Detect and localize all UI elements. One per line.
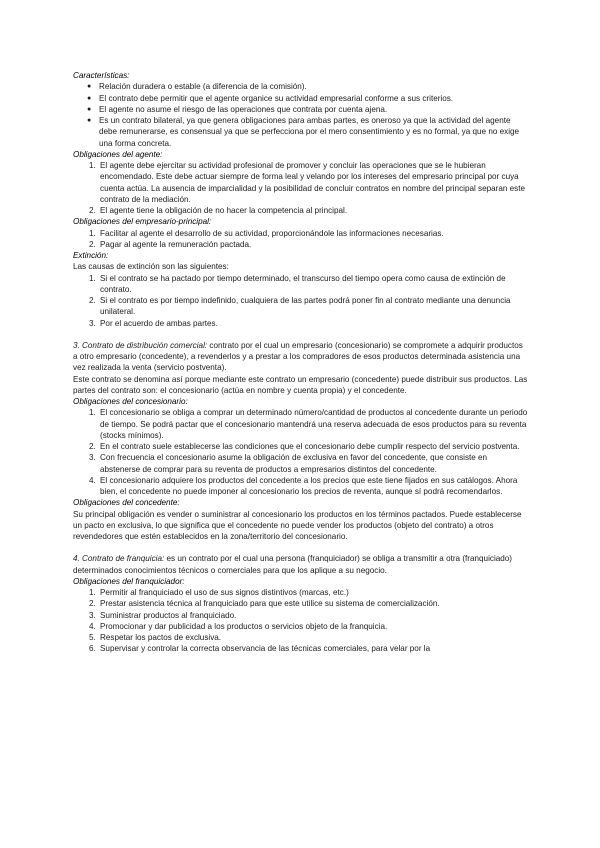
list-item: 3. Suministrar productos al franquiciado.	[89, 610, 237, 620]
franquicia-paragraph	[73, 553, 529, 576]
heading-caracteristicas: Características:	[73, 71, 130, 80]
concedente-paragraph: Su principal obligación es vender o suministrar al concesionario los productos en los términos pactados. Puede establecerse un pacto en exclusiva, lo que significa que el concedente no puede vender los productos (objeto del contrato) a otros revendedores que estén establecidos en la zona/territorio del concesionario.	[73, 509, 522, 541]
heading-obligaciones-concesionario: Obligaciones del concesionario:	[73, 397, 188, 406]
heading-obligaciones-concedente: Obligaciones del concedente:	[73, 498, 180, 508]
heading-extincion: Extinción:	[73, 251, 109, 260]
heading-obligaciones-franquiciador: Obligaciones del franquiciador:	[73, 576, 185, 586]
list-obligaciones-empresario	[73, 228, 529, 251]
list-obligaciones-agente	[73, 160, 529, 216]
list-item: ● El contrato debe permitir que el agente organice su actividad empresarial conforme a sus criterios.	[87, 93, 529, 104]
list-obligaciones-franquiciador	[73, 587, 529, 655]
list-item: 3. Por el acuerdo de ambas partes.	[89, 318, 218, 328]
list-item: 5. Respetar los pactos de exclusiva.	[89, 633, 222, 642]
heading-obligaciones-empresario: Obligaciones del empresario-principal:	[73, 217, 212, 227]
list-item: 4. Promocionar y dar publicidad a los productos o servicios objeto de la franquicia.	[89, 621, 388, 631]
list-obligaciones-concesionario	[73, 407, 529, 497]
list-item: ● Es un contrato bilateral, ya que genera obligaciones para ambas partes, es oneroso ya que la actividad del agente debe remunerarse, es consensual ya que se perfecciona por el mero consentimiento y es no formal, ya que no exige una forma concreta.	[87, 115, 529, 149]
distribucion-text: contrato por el cual un empresario (concesionario) se compromete a adquirir productos a otro empresario (concedente), a revenderlos y a prestar a los compradores de esos productos determinada asistencia una vez realizada la venta (servicio postventa).	[73, 340, 523, 373]
list-extincion	[73, 273, 529, 329]
document-body	[73, 70, 529, 655]
list-item: 2. El agente tiene la obligación de no hacer la competencia al principal.	[89, 206, 348, 215]
list-item: 2. Si el contrato es por tiempo indefinido, cualquiera de las partes podrá poner fin al contrato mediante una denuncia unilateral.	[89, 296, 511, 317]
distribucion-paragraph	[73, 340, 529, 374]
distribucion-title: 3. Contrato de distribución comercial:	[73, 340, 208, 350]
list-item: ● Relación duradera o estable (a diferencia de la comisión).	[87, 81, 529, 92]
list-item: 1. Permitir al franquiciado el uso de sus signos distintivos (marcas, etc.)	[89, 588, 349, 597]
distribucion-paragraph-2: Este contrato se denomina así porque mediante este contrato un empresario (concedente) puede distribuir sus productos. Las partes del contrato son: el concesionario (actúa en nombre y cuenta propia) y el concedente.	[73, 374, 528, 395]
list-item: 2. Prestar asistencia técnica al franquiciado para que este utilice su sistema de comercialización.	[89, 599, 440, 609]
list-item: 6. Supervisar y controlar la correcta observancia de las técnicas comerciales, para velar por la	[89, 644, 431, 654]
list-item: 1. Si el contrato se ha pactado por tiempo determinado, el transcurso del tiempo opera como causa de extinción de contrato.	[89, 273, 506, 294]
heading-obligaciones-agente: Obligaciones del agente:	[73, 149, 163, 159]
franquicia-text: es un contrato por el cual una persona (franquiciador) se obliga a transmitir a otra (franquiciado) determinados conocimientos técnicos o comerciales para que los aplique a su negocio.	[73, 554, 513, 575]
list-item: 2. Pagar al agente la remuneración pactada.	[89, 239, 252, 249]
list-item: 3. Con frecuencia el concesionario asume la obligación de exclusiva en favor del concedente, que consiste en abstenerse de comprar para su reventa de productos a empresarios distintos del concedente.	[89, 453, 488, 474]
list-item: 1. El concesionario se obliga a comprar un determinado número/cantidad de productos al concedente durante un periodo de tiempo. Se podrá pactar que el concesionario mantendrá una reserva adecuada de esos productos para su reventa (stocks mínimos).	[89, 408, 528, 440]
list-caracteristicas	[73, 81, 529, 149]
list-item: 2. En el contrato suele establecerse las condiciones que el concesionario debe cumplir respecto del servicio postventa.	[89, 442, 520, 451]
extincion-intro: Las causas de extinción son las siguientes:	[73, 262, 229, 272]
list-item: ● El agente no asume el riesgo de las operaciones que contrata por cuenta ajena.	[87, 104, 529, 115]
franquicia-title: 4. Contrato de franquicia:	[73, 554, 165, 564]
list-item: 1. Facilitar al agente el desarrollo de su actividad, proporcionándole las informaciones necesarias.	[89, 228, 444, 238]
list-item: 1. El agente debe ejercitar su actividad profesional de promover y concluir las operaciones que se le hubieran encomendado. Este debe actuar siempre de forma leal y velando por los intereses del empresario principal por cuya cuenta actúa. La ausencia de imparcialidad y la posibilidad de concluir contratos en nombre del principal separan este contrato de la mediación.	[89, 161, 526, 204]
list-item: 4. El concesionario adquiere los productos del concedente a los precios que este tiene fijados en sus catálogos. Ahora bien, el concedente no puede imponer al concesionario los precios de reventa, aunque sí podrá recomendarlos.	[89, 475, 518, 496]
